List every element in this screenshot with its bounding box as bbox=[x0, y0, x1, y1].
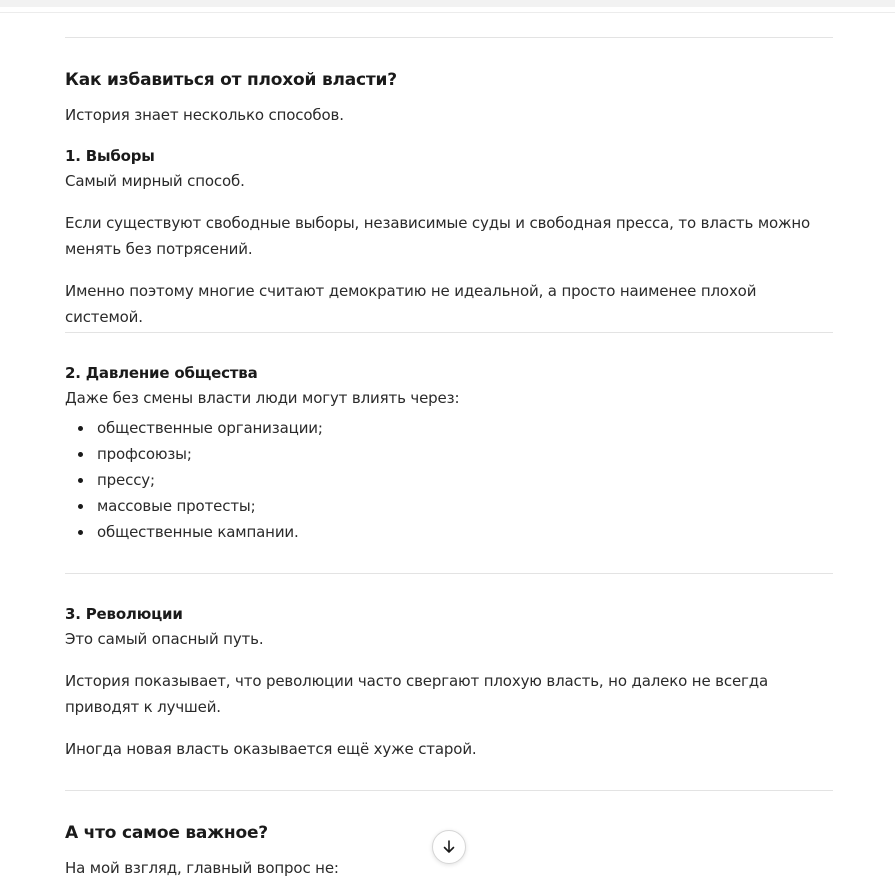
list-item: профсоюзы; bbox=[65, 441, 323, 467]
subheading-elections: 1. Выборы bbox=[65, 147, 155, 165]
most-important-paragraph: На мой взгляд, главный вопрос не: bbox=[65, 859, 339, 877]
elections-paragraph-2: Если существуют свободные выборы, независимые суды и свободная пресса, то власть можно менять без потрясений. bbox=[65, 214, 811, 258]
revolutions-paragraph-1: Это самый опасный путь. bbox=[65, 630, 264, 648]
pressure-list bbox=[65, 415, 323, 545]
revolutions-paragraph-3: Иногда новая власть оказывается ещё хуже старой. bbox=[65, 740, 477, 758]
scroll-to-bottom-button[interactable] bbox=[432, 830, 466, 864]
pressure-intro: Даже без смены власти люди могут влиять через: bbox=[65, 389, 460, 407]
heading-how-to-get-rid: Как избавиться от плохой власти? bbox=[65, 70, 397, 90]
section-divider bbox=[65, 573, 833, 574]
section-divider bbox=[65, 37, 833, 38]
bullet-icon bbox=[78, 504, 83, 509]
top-divider bbox=[0, 12, 895, 13]
list-item: массовые протесты; bbox=[65, 493, 323, 519]
subheading-pressure: 2. Давление общества bbox=[65, 364, 258, 382]
list-item: общественные организации; bbox=[65, 415, 323, 441]
list-item: прессу; bbox=[65, 467, 323, 493]
bullet-icon bbox=[78, 426, 83, 431]
list-item: общественные кампании. bbox=[65, 519, 323, 545]
top-toolbar-strip bbox=[0, 0, 895, 7]
section-divider bbox=[65, 332, 833, 333]
bullet-icon bbox=[78, 452, 83, 457]
section-divider bbox=[65, 790, 833, 791]
bullet-icon bbox=[78, 478, 83, 483]
heading-most-important: А что самое важное? bbox=[65, 823, 268, 843]
bullet-icon bbox=[78, 530, 83, 535]
elections-paragraph-1: Самый мирный способ. bbox=[65, 172, 245, 190]
intro-paragraph: История знает несколько способов. bbox=[65, 106, 344, 124]
subheading-revolutions: 3. Революции bbox=[65, 605, 183, 623]
revolutions-paragraph-2: История показывает, что революции часто свергают плохую власть, но далеко не всегда приводят к лучшей. bbox=[65, 672, 769, 716]
elections-paragraph-3: Именно поэтому многие считают демократию не идеальной, а просто наименее плохой системой. bbox=[65, 282, 757, 326]
arrow-down-icon bbox=[441, 839, 457, 855]
